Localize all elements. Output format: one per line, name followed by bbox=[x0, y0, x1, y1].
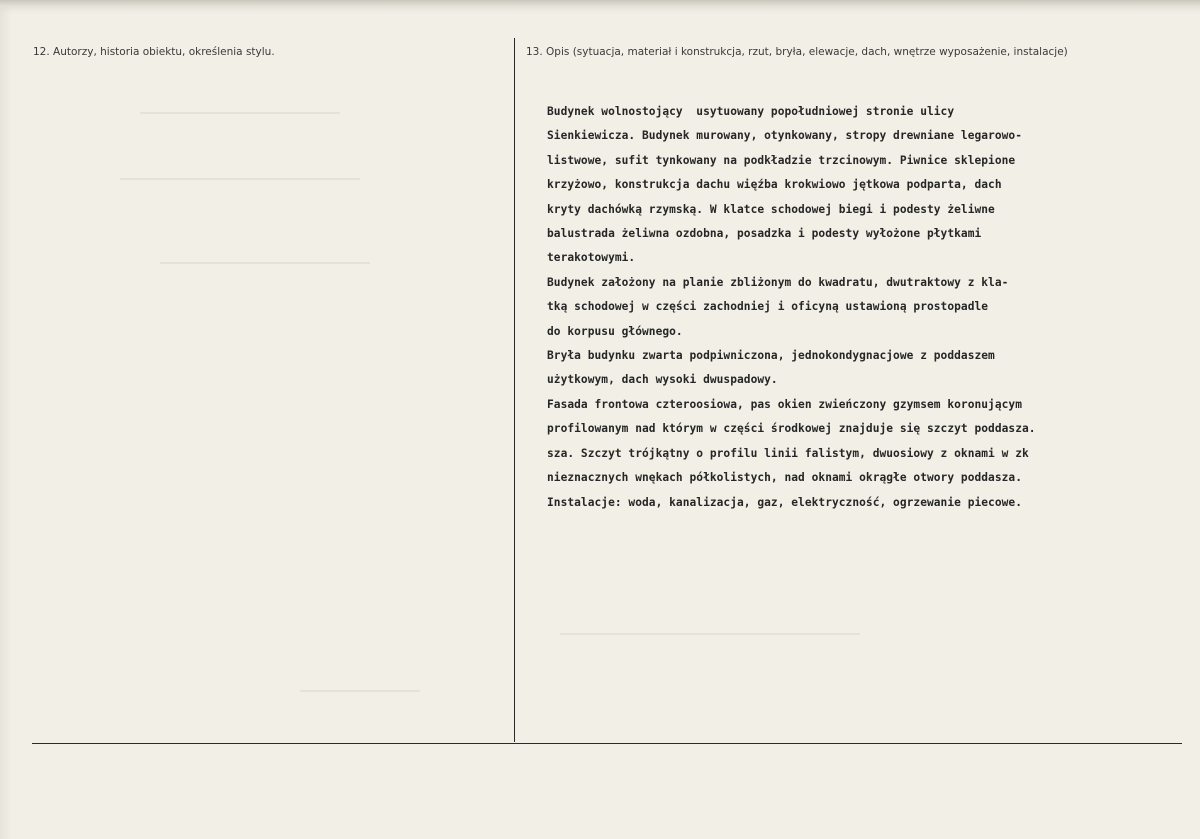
description-line: użytkowym, dach wysoki dwuspadowy. bbox=[547, 373, 778, 387]
description-line: Budynek założony na planie zbliżonym do kwadratu, dwutraktowy z kla- bbox=[547, 275, 1009, 289]
description-line: Budynek wolnostojący usytuowany popołudniowej stronie ulicy bbox=[547, 105, 955, 118]
description-line: Sienkiewicza. Budynek murowany, otynkowany, stropy drewniane legarowo- bbox=[547, 129, 1022, 143]
description-line: do korpusu głównego. bbox=[547, 324, 683, 338]
description-line: Fasada frontowa czteroosiowa, pas okien zwieńczony gzymsem koronującym bbox=[547, 397, 1022, 411]
typed-description bbox=[547, 100, 1187, 515]
section-13-label: 13. Opis (sytuacja, materiał i konstrukcja, rzut, bryła, elewacje, dach, wnętrze wyposażenie, instalacje) bbox=[526, 46, 1068, 58]
form-divider-horizontal bbox=[32, 743, 1182, 744]
show-through-mark bbox=[140, 112, 340, 114]
show-through-mark bbox=[160, 262, 370, 264]
paper-top-edge bbox=[0, 0, 1200, 10]
column-divider-vertical bbox=[514, 38, 515, 742]
description-line: tką schodowej w części zachodniej i oficyną ustawioną prostopadle bbox=[547, 300, 989, 314]
show-through-mark bbox=[120, 178, 360, 180]
description-line: listwowe, sufit tynkowany na podkładzie trzcinowym. Piwnice sklepione bbox=[547, 153, 1016, 167]
description-line: nieznacznych wnękach półkolistych, nad oknami okrągłe otwory poddasza. bbox=[547, 471, 1022, 485]
description-line: krzyżowo, konstrukcja dachu więźba krokwiowo jętkowa podparta, dach bbox=[547, 178, 1002, 192]
show-through-mark bbox=[300, 690, 420, 692]
description-line: kryty dachówką rzymską. W klatce schodowej biegi i podesty żeliwne bbox=[547, 202, 995, 216]
description-line: terakotowymi. bbox=[547, 251, 636, 265]
description-line: sza. Szczyt trójkątny o profilu linii falistym, dwuosiowy z oknami w zk bbox=[547, 446, 1029, 460]
description-line: Bryła budynku zwarta podpiwniczona, jednokondygnacjowe z poddaszem bbox=[547, 349, 995, 363]
description-line: balustrada żeliwna ozdobna, posadzka i podesty wyłożone płytkami bbox=[547, 227, 982, 241]
description-line: Instalacje: woda, kanalizacja, gaz, elektryczność, ogrzewanie piecowe. bbox=[547, 495, 1022, 509]
section-12-label: 12. Autorzy, historia obiektu, określenia stylu. bbox=[33, 46, 275, 58]
show-through-mark bbox=[560, 633, 860, 635]
description-line: profilowanym nad którym w części środkowej znajduje się szczyt poddasza. bbox=[547, 422, 1036, 436]
